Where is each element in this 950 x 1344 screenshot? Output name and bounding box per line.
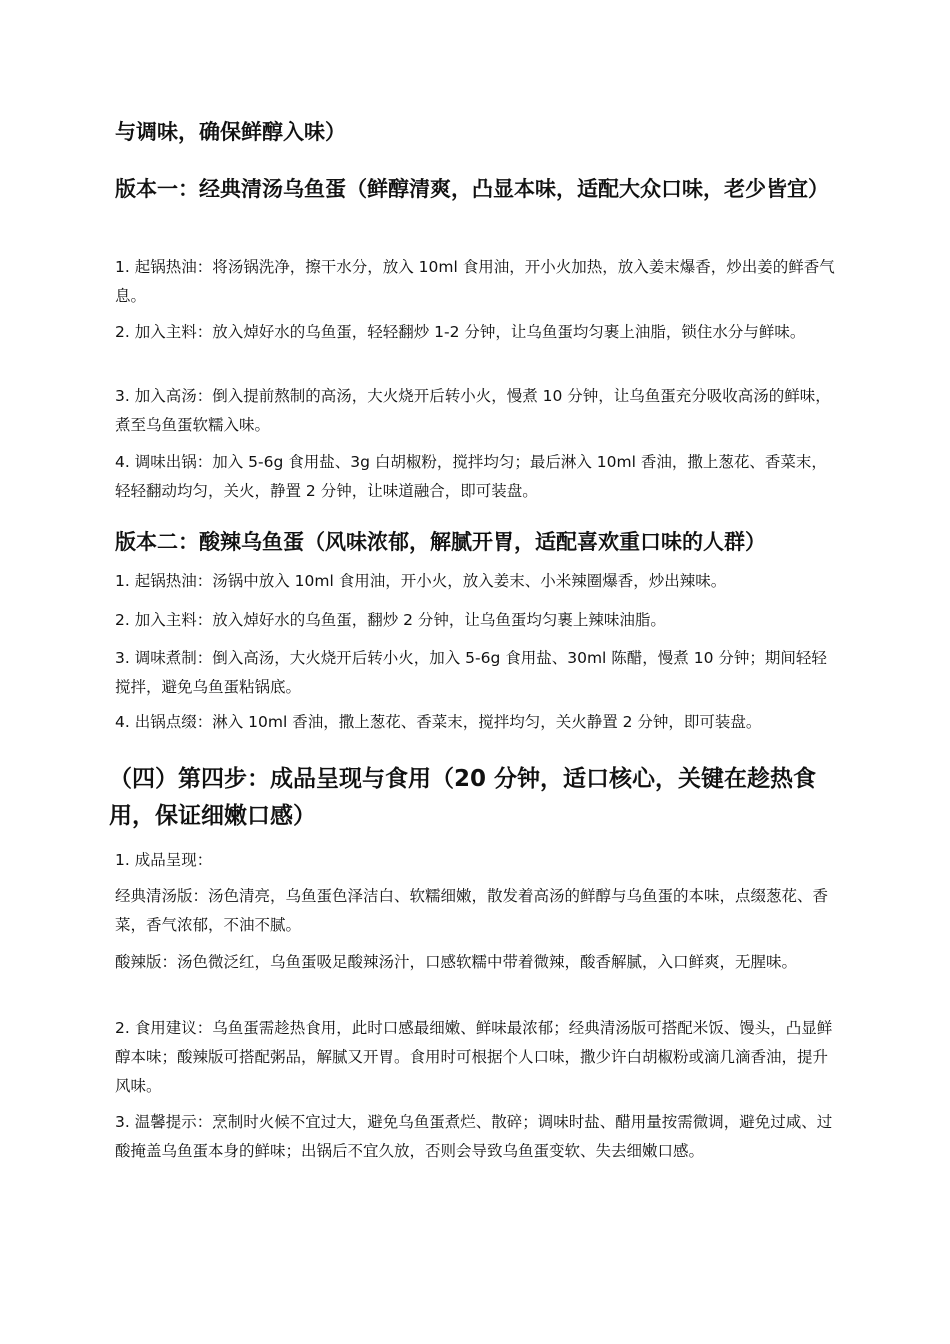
version1-step-2: 2. 加入主料：放入焯好水的乌鱼蛋，轻轻翻炒 1-2 分钟，让乌鱼蛋均匀裹上油脂，锁住水分与鲜味。 [115,323,806,341]
step4-spicy-description: 酸辣版：汤色微泛红，乌鱼蛋吸足酸辣汤汁，口感软糯中带着微辣，酸香解腻，入口鲜爽，无腥味。 [115,953,798,971]
step4-tips: 3. 温馨提示：烹制时火候不宜过大，避免乌鱼蛋煮烂、散碎；调味时盐、醋用量按需微调，避免过咸、过酸掩盖乌鱼蛋本身的鲜味；出锅后不宜久放，否则会导致乌鱼蛋变软、失去细嫩口感。 [115,1113,833,1160]
continuation-heading: 与调味，确保鲜醇入味） [115,120,346,144]
step4-classic-description: 经典清汤版：汤色清亮，乌鱼蛋色泽洁白、软糯细嫩，散发着高汤的鲜醇与乌鱼蛋的本味，点缀葱花、香菜，香气浓郁，不油不腻。 [115,887,829,934]
step4-title: （四）第四步：成品呈现与食用（20 分钟，适口核心，关键在趁热食用，保证细嫩口感） [109,766,817,829]
version1-step-3: 3. 加入高汤：倒入提前熬制的高汤，大火烧开后转小火，慢煮 10 分钟，让乌鱼蛋充分吸收高汤的鲜味，煮至乌鱼蛋软糯入味。 [115,387,831,434]
version2-step-2: 2. 加入主料：放入焯好水的乌鱼蛋，翻炒 2 分钟，让乌鱼蛋均匀裹上辣味油脂。 [115,611,666,629]
version1-title: 版本一：经典清汤乌鱼蛋（鲜醇清爽，凸显本味，适配大众口味，老少皆宜） [115,177,829,201]
version1-step-1: 1. 起锅热油：将汤锅洗净，擦干水分，放入 10ml 食用油，开小火加热，放入姜末爆香，炒出姜的鲜香气息。 [115,258,835,305]
step4-presentation-label: 1. 成品呈现： [115,851,213,869]
step4-eating-suggestion: 2. 食用建议：乌鱼蛋需趁热食用，此时口感最细嫩、鲜味最浓郁；经典清汤版可搭配米饭、馒头，凸显鲜醇本味；酸辣版可搭配粥品，解腻又开胃。食用时可根据个人口味，撒少许白胡椒粉或滴几滴香油，提升风味。 [115,1019,833,1095]
version2-step-4: 4. 出锅点缀：淋入 10ml 香油，撒上葱花、香菜末，搅拌均匀，关火静置 2 分钟，即可装盘。 [115,713,762,731]
version2-step-3: 3. 调味煮制：倒入高汤，大火烧开后转小火，加入 5-6g 食用盐、30ml 陈醋，慢煮 10 分钟；期间轻轻搅拌，避免乌鱼蛋粘锅底。 [115,649,827,696]
version2-title: 版本二：酸辣乌鱼蛋（风味浓郁，解腻开胃，适配喜欢重口味的人群） [115,530,766,554]
version1-step-4: 4. 调味出锅：加入 5-6g 食用盐、3g 白胡椒粉，搅拌均匀；最后淋入 10ml 香油，撒上葱花、香菜末，轻轻翻动均匀，关火，静置 2 分钟，让味道融合，即可装盘。 [115,453,827,500]
version2-step-1: 1. 起锅热油：汤锅中放入 10ml 食用油，开小火，放入姜末、小米辣圈爆香，炒出辣味。 [115,572,727,590]
